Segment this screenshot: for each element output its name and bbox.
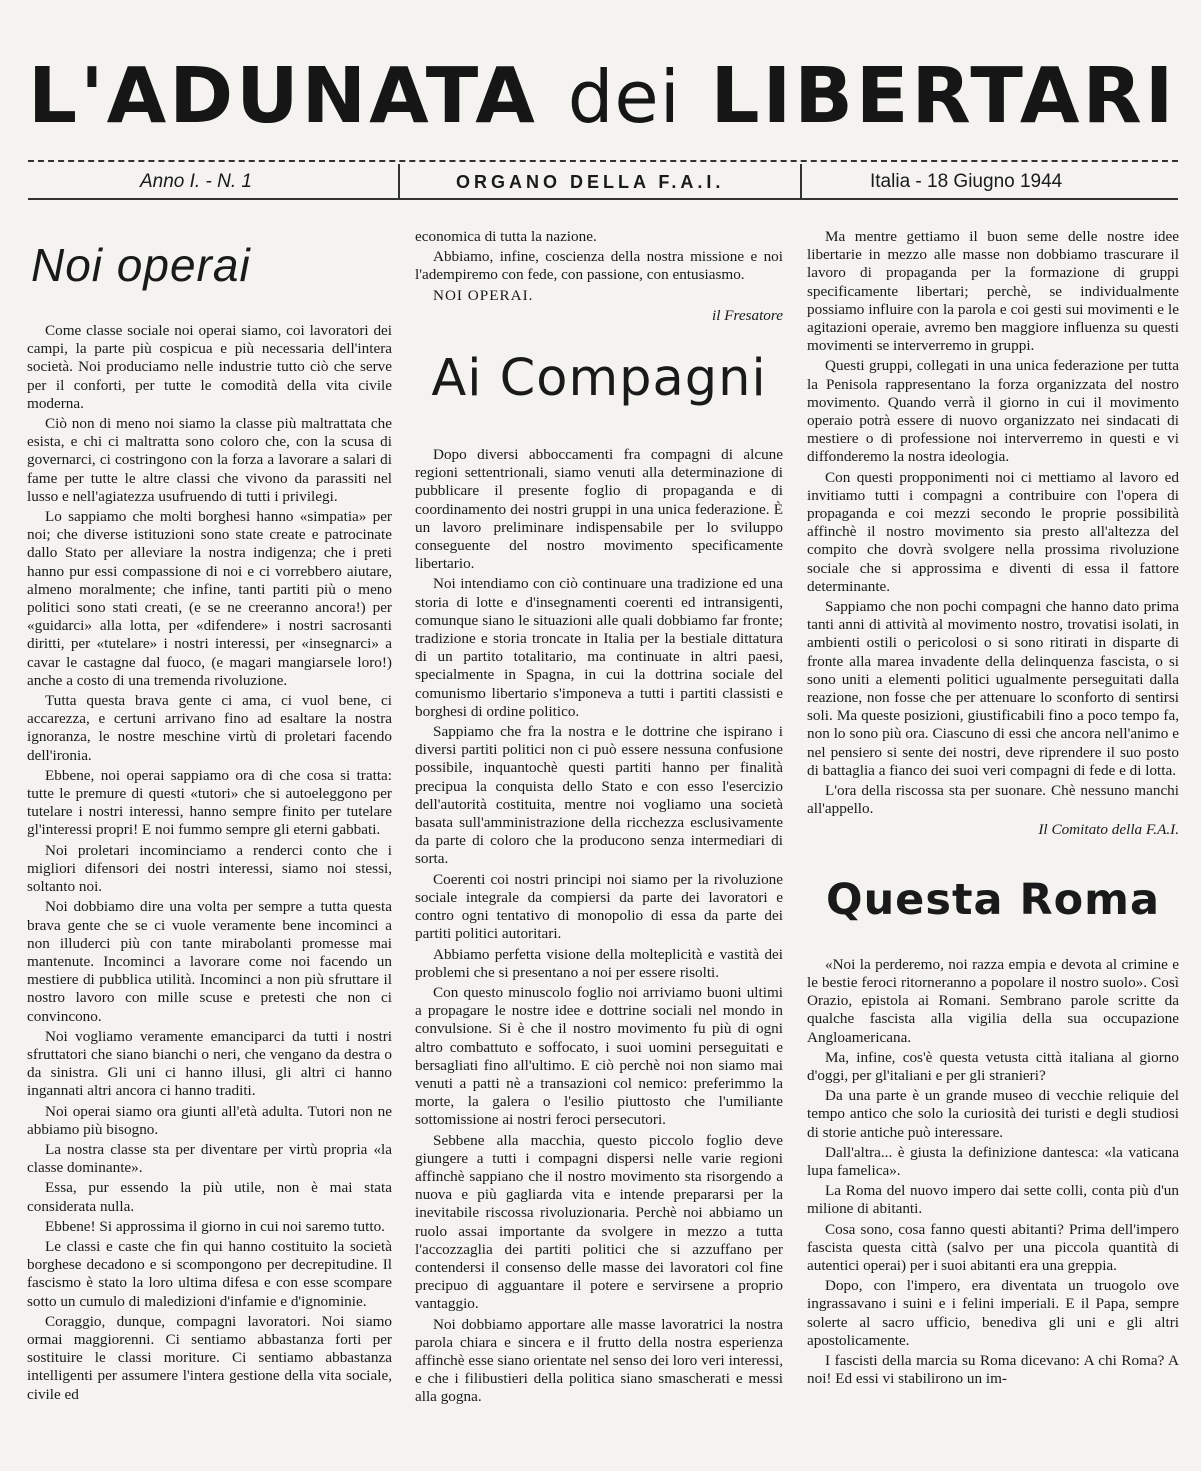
paragraph: Coerenti coi nostri principi noi siamo per la rivoluzione sociale integrale da compiersi da parte dei lavoratori e contro ogni tentativo di monopolio di essa da parte dei partiti politici autoritari. bbox=[415, 870, 783, 943]
paragraph: Sappiamo che non pochi compagni che hanno dato prima tanti anni di attività al movimento nostro, trovatisi isolati, in ambienti ostili o pericolosi o si sono ritirati in disparte di fronte alla marea invadente della delinquenza fascista, o si sono uniti a elementi politici ugualmente perseguitati dalla reazione, non fosse che per attenuare lo sconforto di sentirsi soli. Ma queste posizioni, giustificabili fino a poco tempo fa, non lo sono più ora. Ciascuno di essi che ancora nell'animo e nel pensiero si sente dei nostri, deve riprendere il suo posto di battaglia a fianco dei suoi veri compagni di fede e di lotta. bbox=[807, 598, 1179, 779]
paragraph: L'ora della riscossa sta per suonare. Chè nessuno manchi all'appello. bbox=[807, 782, 1179, 818]
paragraph: Noi dobbiamo apportare alle masse lavoratrici la nostra parola chiara e sincera e il frutto della nostra esperienza affinchè esse siano orientate nel senso dei loro veri interessi, e che i filibustieri della politica siano smascherati e messi alla gogna. bbox=[415, 1315, 783, 1406]
paragraph: Dopo diversi abboccamenti fra compagni di alcune regioni settentrionali, siamo venuti alla determinazione di pubblicare il presente foglio di propaganda e di coordinamento dei nostri gruppi in una unica federazione. È un lavoro preliminare indispensabile per lo sviluppo conseguente del nostro movimento specificamente libertario. bbox=[415, 446, 783, 573]
paragraph: Essa, pur essendo la più utile, non è mai stata considerata nulla. bbox=[27, 1179, 392, 1215]
paragraph: Abbiamo perfetta visione della molteplicità e vastità dei problemi che si presentano a noi per essere risolti. bbox=[415, 945, 783, 981]
paragraph: Tutta questa brava gente ci ama, ci vuol bene, ci accarezza, e certuni arrivano fino ad esaltare la nostra ignoranza, le nostre meschine virtù di proletari facendo dell'ironia. bbox=[27, 692, 392, 764]
paragraph: Con questi propponimenti noi ci mettiamo al lavoro ed invitiamo tutti i compagni a contribuire con l'opera di propaganda e coi mezzi secondo le proprie possibilità affinchè il nostro movimento sia presto all'altezza del compito che dovrà svolgere nella prossima rivoluzione sociale che si approssima e diventi di essa il fattore determinante. bbox=[807, 468, 1179, 595]
paragraph: Noi operai siamo ora giunti all'età adulta. Tutori non ne abbiamo più bisogno. bbox=[27, 1102, 392, 1138]
paragraph: Noi intendiamo con ciò continuare una tradizione ed una storia di lotte e d'insegnamenti coerenti ed intransigenti, comunque siano le situazioni alle quali dobbiamo far fronte; tradizione e storia troncate in Italia per la bestiale dittatura di un partito totalitario, ma continuate in altri paesi, specialmente in Spagna, in cui la dottrina sociale del comunismo libertario s'imponeva a tutti i partiti classisti e borghesi di ordine politico. bbox=[415, 575, 783, 720]
paragraph: Le classi e caste che fin qui hanno costituito la società borghese decadono e si scompongono per decrepitudine. Il fascismo è stato la loro ultima difesa e con esse scompare sotto un cumulo di maledizioni d'infamie e d'ignominie. bbox=[27, 1237, 392, 1310]
column-1 bbox=[27, 228, 392, 1404]
paragraph: Lo sappiamo che molti borghesi hanno «simpatia» per noi; che diverse istituzioni sono state create e patrocinate dallo Stato per alleviare la nostra indigenza; che i preti hanno pur essi compassione di noi e ci vorrebbero aiutare, almeno moralmente; che infine, tanti partiti più o meno politici sono stati creati, (e se ne creeranno ancora!) per «guidarci» alla lotta, per «difendere» i nostri sacrosanti diritti, per «tutelare» i nostri interessi, per «insegnarci» a cavar le castagne dal fuoco, (e magari mangiarsele loro!) anche a costo di una tremenda rivoluzione. bbox=[27, 508, 392, 689]
title-dei: dei bbox=[567, 55, 681, 139]
column-2 bbox=[415, 228, 783, 1407]
masthead-divider bbox=[800, 164, 802, 200]
organ-label: ORGANO DELLA F.A.I. bbox=[456, 172, 725, 192]
paragraph: Come classe sociale noi operai siamo, coi lavoratori dei campi, la parte più cospicua e più necessaria dell'intera società. Noi produciamo nelle industrie tutto ciò che serve per il conforti, per tutte le comodità della vita civile moderna. bbox=[27, 322, 392, 412]
masthead-bottom-rule bbox=[28, 198, 1178, 200]
paragraph: economica di tutta la nazione. bbox=[415, 228, 597, 245]
title-main: L'ADUNATA bbox=[28, 52, 538, 141]
title-end: LIBERTARI bbox=[710, 52, 1177, 141]
article-signature: il Fresatore bbox=[711, 306, 783, 324]
paragraph: Ebbene! Si approssima il giorno in cui noi saremo tutto. bbox=[45, 1217, 385, 1235]
masthead-divider bbox=[398, 164, 400, 200]
article-title-noi-operai: Noi operai bbox=[31, 239, 251, 291]
article-signature: Il Comitato della F.A.I. bbox=[1038, 820, 1179, 838]
paragraph: Cosa sono, cosa fanno questi abitanti? Prima dell'impero fascista questa città (salvo per una piccola quantità di autentici operai) per i suoi abitanti era una greppia. bbox=[807, 1220, 1179, 1274]
paragraph: Sebbene alla macchia, questo piccolo foglio deve giungere a tutti i compagni dispersi nelle varie regioni affinchè sappiano che il nostro movimento sta risorgendo a nuova e più gagliarda vita e intende prepararsi per la inevitabile riscossa rivoluzionaria. Perchè noi abbiamo un ruolo assai importante da svolgere in mezzo a tutta l'accozzaglia dei partiti politici che si azzuffano per contendersi il consenso delle masse dei lavoratori col fine precipuo di agguantare il potere e servirsene a proprio vantaggio. bbox=[415, 1131, 783, 1313]
paragraph: Con questo minuscolo foglio noi arriviamo buoni ultimi a propagare le nostre idee e dottrine sociali nel mondo in convulsione. Si è che il nostro movimento fu più di ogni altro combattuto e soffocato, i suoi uomini perseguitati e bersagliati fino all'ultimo. E ciò perchè noi non siamo mai venuti a patti nè a transazioni col nemico: preferimmo la morte, la galera o l'esilio piuttosto che l'umiliante sottomissione ai nostri feroci persecutori. bbox=[415, 983, 783, 1129]
newspaper-title bbox=[28, 52, 1178, 141]
article-title-ai-compagni: Ai Compagni bbox=[431, 349, 767, 409]
paragraph: Noi dobbiamo dire una volta per sempre a tutta questa brava gente che se ci vuole veramente bene incominci a non illuderci più con tante mirabolanti promesse mai mantenute. Incominci a lavorare come noi facendo un mestiere di pubblica utilità. Incominci a non più sfruttare il nostro lavoro con mille scuse e pretesti che non ci convincono. bbox=[27, 898, 392, 1025]
paragraph: Coraggio, dunque, compagni lavoratori. Noi siamo ormai maggiorenni. Ci sentiamo abbastanza forti per sostituire le classi moriture. Ci sentiamo abbastanza intelligenti per assumere l'intera gestione della vita sociale, civile ed bbox=[27, 1312, 392, 1403]
paragraph: Ma mentre gettiamo il buon seme delle nostre idee libertarie in mezzo alle masse non dobbiamo trascurare il lavoro di propaganda per la formazione di gruppi specificamente libertari; perchè, se individualmente possiamo influire con la parola e coi gesti sui movimenti e le agitazioni operaie, avremo ben maggiore influenza su questi movimenti se interverremo in gruppi. bbox=[807, 228, 1179, 355]
paragraph: Noi vogliamo veramente emanciparci da tutti i nostri sfruttatori che siano bianchi o neri, che vengano da destra o da sinistra. Gli uni ci hanno illusi, gli altri ci hanno ingannati altri ancora ci hanno traditi. bbox=[27, 1027, 392, 1100]
paragraph: La Roma del nuovo impero dai sette colli, conta più d'un milione di abitanti. bbox=[807, 1182, 1179, 1218]
masthead bbox=[0, 0, 1201, 200]
issue-number: Anno I. - N. 1 bbox=[140, 171, 252, 192]
paragraph: Dall'altra... è giusta la definizione dantesca: «la vaticana lupa famelica». bbox=[807, 1143, 1179, 1179]
paragraph: Abbiamo, infine, coscienza della nostra missione e noi l'adempiremo con fede, con passione, con entusiasmo. bbox=[415, 248, 783, 284]
paragraph: La nostra classe sta per diventare per virtù propria «la classe dominante». bbox=[27, 1140, 392, 1177]
paragraph: Sappiamo che fra la nostra e le dottrine che ispirano i diversi partiti politici non ci può essere nessuna confusione possibile, inquantochè questi partiti hanno per finalità precipua la conquista dello Stato e con esso l'esercizio dell'autorità costituita, mentre noi vogliamo una società basata sull'amministrazione della ricchezza esclusivamente da parte di coloro che la producono senza intermediari di sorta. bbox=[415, 723, 783, 868]
paragraph: Noi proletari incominciamo a renderci conto che i migliori difensori dei nostri interessi, siamo noi stessi, soltanto noi. bbox=[27, 841, 392, 896]
paragraph: Ciò non di meno noi siamo la classe più maltrattata che esista, e chi ci maltratta sono coloro che, con la scusa di governarci, ci costringono con la forza a lavorare a salari di fame per tutte le altre classi che vivono da parassiti nel lusso e nell'agiatezza usufruendo di tutti i privilegi. bbox=[27, 415, 392, 505]
paragraph: Dopo, con l'impero, era diventata un truogolo ove ingrassavano i suini e i felini imperiali. E il Papa, sempre solerte al sacro ufficio, benediva gli uni e gli altri apostolicamente. bbox=[807, 1277, 1179, 1349]
paragraph: Da una parte è un grande museo di vecchie reliquie del tempo antico che solo la curiosità dei turisti e degli studiosi di storie antiche può interessare. bbox=[807, 1087, 1179, 1141]
paragraph: «Noi la perderemo, noi razza empia e devota al crimine e le bestie feroci ritorneranno a popolare il nostro suolo». Così Orazio, epistola ai Romani. Sembrano parole scritte da qualche fascista alla vigilia della sua occupazione Angloamericana. bbox=[807, 955, 1179, 1046]
column-3 bbox=[807, 228, 1179, 1388]
paragraph: Questi gruppi, collegati in una unica federazione per tutta la Penisola rappresentano la forza organizzata del nostro movimento. Quando verrà il giorno in cui il movimento operaio potrà essere di nuovo organizzato nei sindacati di mestiere o di professione noi interverremo in questi e vi diffonderemo la nostra ideologia. bbox=[807, 357, 1179, 466]
paragraph: I fascisti della marcia su Roma dicevano: A chi Roma? A noi! Ed essi vi stabilirono un im- bbox=[807, 1351, 1179, 1388]
article-closing: NOI OPERAI. bbox=[433, 286, 534, 304]
article-title-questa-roma: Questa Roma bbox=[826, 874, 1160, 925]
dateline: Italia - 18 Giugno 1944 bbox=[870, 171, 1063, 192]
masthead-top-rule bbox=[28, 160, 1178, 162]
paragraph: Ma, infine, cos'è questa vetusta città italiana al giorno d'oggi, per gl'italiani e per gli stranieri? bbox=[807, 1048, 1179, 1084]
paragraph: Ebbene, noi operai sappiamo ora di che cosa si tratta: tutte le premure di questi «tutori» che si autoeleggono per tutelare i nostri interessi, hanno sempre finito per tutelare gl'interessi propri! E noi fummo sempre gli eterni gabbati. bbox=[27, 766, 392, 839]
